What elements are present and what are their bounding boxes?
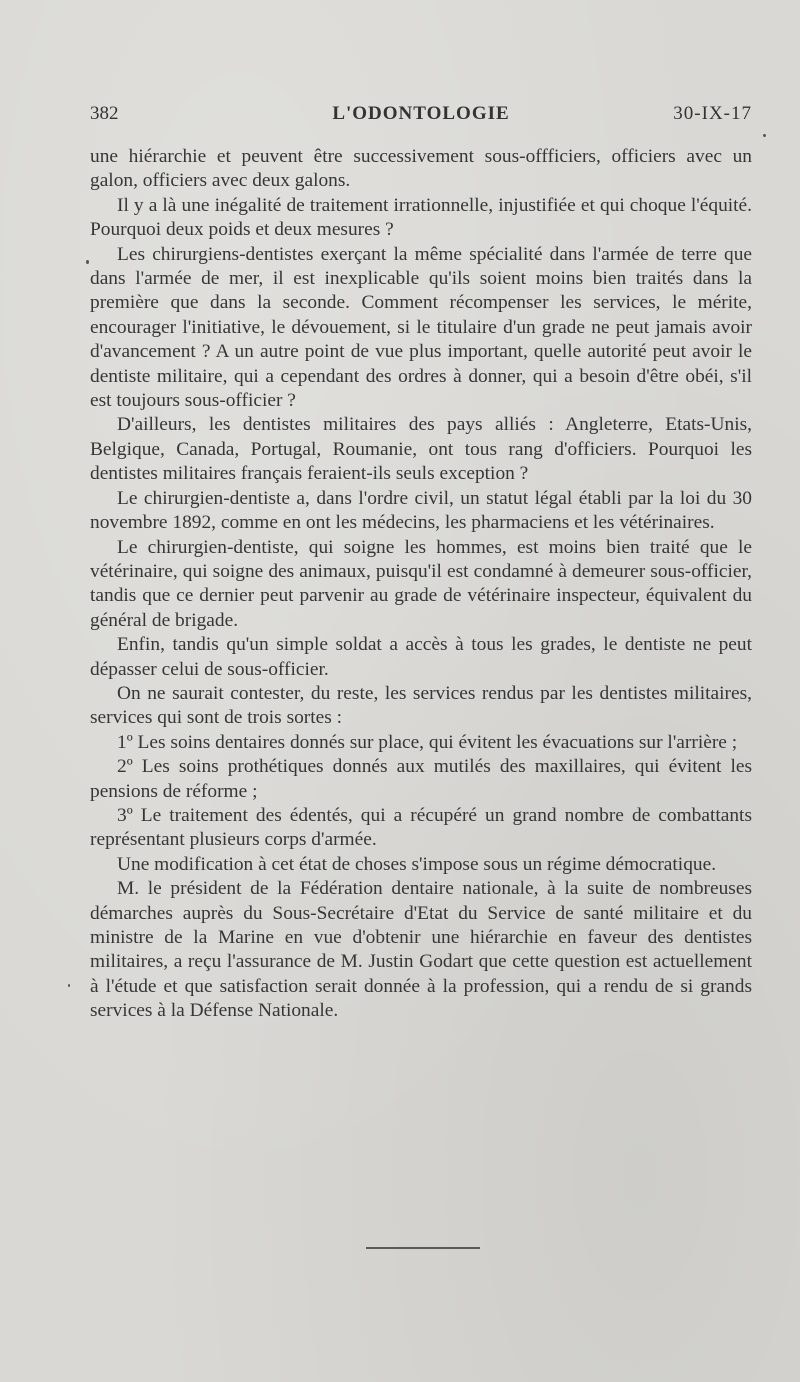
article-body	[90, 145, 752, 1024]
issue-date: 30-IX-17	[673, 103, 752, 124]
page-number: 382	[90, 103, 119, 124]
list-item: 3º Le traitement des édentés, qui a récupéré un grand nombre de combattants représentant plusieurs corps d'armée.	[90, 804, 752, 851]
paragraph: Le chirurgien-dentiste, qui soigne les hommes, est moins bien traité que le vétérinaire, qui soigne des animaux, puisqu'il est condamné à demeurer sous-officier, tandis que ce dernier peut parvenir au grade de vétérinaire inspecteur, équivalent du général de brigade.	[90, 536, 752, 631]
print-speck	[763, 134, 766, 137]
end-rule-divider	[366, 1247, 480, 1249]
paragraph: Il y a là une inégalité de traitement irrationnelle, injustifiée et qui choque l'équité. Pourquoi deux poids et deux mesures ?	[90, 194, 752, 241]
print-speck	[86, 260, 89, 264]
paragraph: D'ailleurs, les dentistes militaires des pays alliés : Angleterre, Etats-Unis, Belgique, Canada, Portugal, Roumanie, ont tous rang d'officiers. Pourquoi les dentistes militaires français feraient-ils seuls exception ?	[90, 414, 752, 485]
paragraph: une hiérarchie et peuvent être successivement sous-offficiers, officiers avec un galon, officiers avec deux galons.	[90, 146, 752, 192]
running-header	[90, 103, 752, 131]
list-item: 1º Les soins dentaires donnés sur place, qui évitent les évacuations sur l'arrière ;	[117, 731, 738, 753]
paragraph: Le chirurgien-dentiste a, dans l'ordre civil, un statut légal établi par la loi du 30 novembre 1892, comme en ont les médecins, les pharmaciens et les vétérinaires.	[90, 487, 752, 534]
paragraph: Les chirurgiens-dentistes exerçant la même spécialité dans l'armée de terre que dans l'armée de mer, il est inexplicable qu'ils soient moins bien traités dans la première que dans la seconde. Comment récompenser les services, le mérite, encourager l'initiative, le dévouement, si le titulaire d'un grade ne peut jamais avoir d'avancement ? A un autre point de vue plus important, quelle autorité peut avoir le dentiste militaire, qui a cependant des ordres à donner, qui a besoin d'être obéi, s'il est toujours sous-officier ?	[90, 243, 752, 412]
journal-title: L'ODONTOLOGIE	[332, 103, 510, 124]
paragraph: M. le président de la Fédération dentaire nationale, à la suite de nombreuses démarches auprès du Sous-Secrétaire d'Etat du Service de santé militaire et du ministre de la Marine en vue d'obtenir une hiérarchie en faveur des dentistes militaires, a reçu l'assurance de M. Justin Godart que cette question est actuellement à l'étude et que satisfaction serait donnée à la profession, qui a rendu de si grands services à la Défense Nationale.	[90, 878, 752, 1022]
list-item: 2º Les soins prothétiques donnés aux mutilés des maxillaires, qui évitent les pensions de réforme ;	[90, 756, 752, 802]
paragraph: On ne saurait contester, du reste, les services rendus par les dentistes militaires, services qui sont de trois sortes :	[90, 682, 752, 729]
paragraph: Enfin, tandis qu'un simple soldat a accès à tous les grades, le dentiste ne peut dépasser celui de sous-officier.	[90, 634, 752, 680]
paragraph: Une modification à cet état de choses s'impose sous un régime démocratique.	[117, 853, 717, 875]
print-speck	[68, 984, 70, 987]
